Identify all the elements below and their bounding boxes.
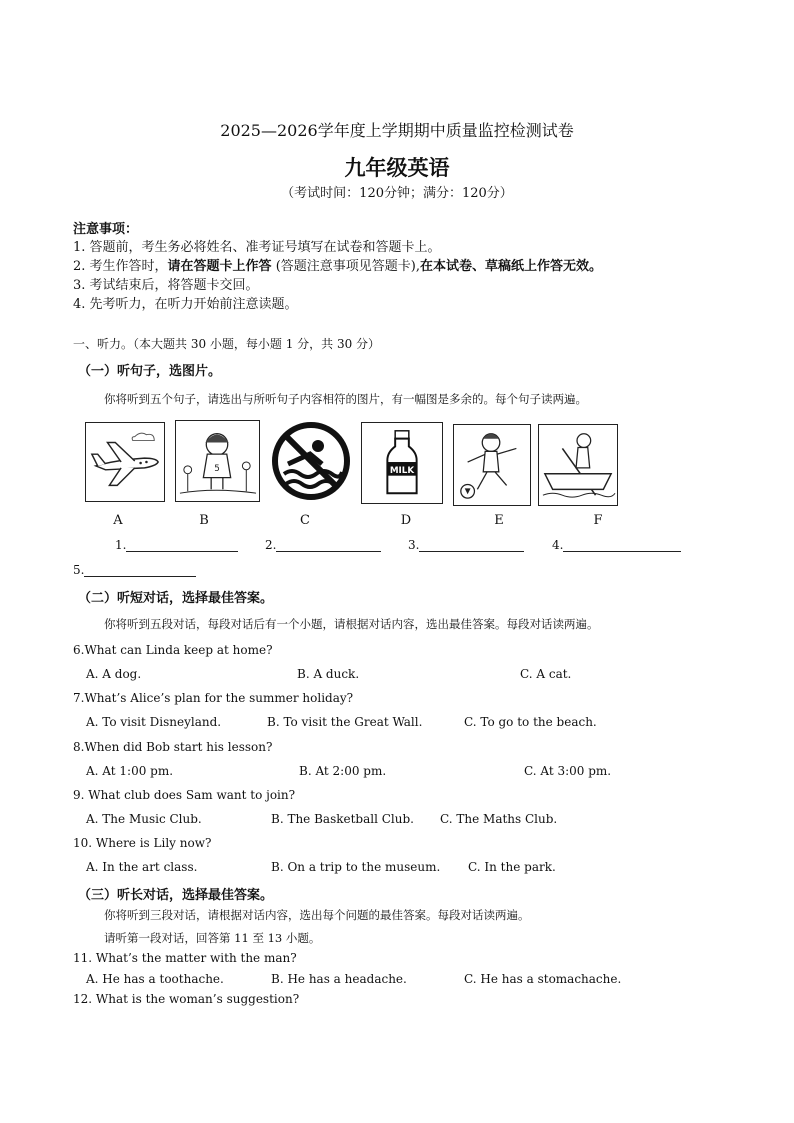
picture-letter-e: E — [494, 513, 504, 528]
q8-option-c[interactable]: C. At 3:00 pm. — [524, 764, 612, 778]
q6-option-c[interactable]: C. A cat. — [520, 667, 572, 681]
picture-letter-f: F — [593, 513, 603, 528]
question-10: 10. Where is Lily now? — [73, 836, 212, 850]
picture-a — [85, 422, 165, 502]
q11-option-b[interactable]: B. He has a headache. — [271, 972, 407, 986]
answer-blank-1[interactable]: 1. — [115, 538, 238, 552]
person-rowing-boat-icon — [539, 425, 617, 505]
picture-letter-b: B — [199, 513, 209, 528]
exam-subject: 九年级英语 — [344, 156, 450, 180]
q9-option-a[interactable]: A. The Music Club. — [86, 812, 202, 826]
notice-item-2-bold1: 请在答题卡上作答 — [167, 259, 272, 274]
picture-f — [538, 424, 618, 506]
question-6: 6.What can Linda keep at home? — [73, 643, 273, 657]
answer-blank-4[interactable]: 4. — [552, 538, 681, 552]
answer-blank-3[interactable]: 3. — [408, 538, 524, 552]
notice-item-2-bold2: 在本试卷、草稿纸上作答无效。 — [419, 259, 602, 274]
question-12: 12. What is the woman’s suggestion? — [73, 992, 300, 1006]
q9-option-c[interactable]: C. The Maths Club. — [440, 812, 558, 826]
girl-with-flowers-icon — [176, 421, 259, 501]
answer-blank-2[interactable]: 2. — [265, 538, 381, 552]
q11-option-a[interactable]: A. He has a toothache. — [86, 972, 224, 986]
q6-option-a[interactable]: A. A dog. — [86, 667, 142, 681]
q11-option-c[interactable]: C. He has a stomachache. — [464, 972, 622, 986]
question-11: 11. What’s the matter with the man? — [73, 951, 297, 965]
q10-option-b[interactable]: B. On a trip to the museum. — [271, 860, 441, 874]
exam-title: 2025—2026学年度上学期期中质量监控检测试卷 — [220, 121, 574, 140]
question-7: 7.What’s Alice’s plan for the summer holiday? — [73, 691, 354, 705]
no-swimming-icon — [270, 420, 352, 502]
question-8: 8.When did Bob start his lesson? — [73, 740, 273, 754]
picture-c — [270, 420, 352, 502]
notice-item-4: 4. 先考听力，在听力开始前注意读题。 — [73, 297, 298, 312]
picture-letter-c: C — [300, 513, 310, 528]
part3-sub-instruction: 请听第一段对话，回答第 11 至 13 小题。 — [104, 931, 321, 945]
q8-option-b[interactable]: B. At 2:00 pm. — [299, 764, 387, 778]
boy-playing-football-icon — [454, 425, 530, 505]
q6-option-b[interactable]: B. A duck. — [297, 667, 360, 681]
q10-option-a[interactable]: A. In the art class. — [86, 860, 198, 874]
part1-heading: （一）听句子，选图片。 — [78, 364, 222, 379]
svg-text:5: 5 — [214, 463, 220, 474]
picture-d — [361, 422, 443, 504]
part2-heading: （二）听短对话，选择最佳答案。 — [78, 591, 274, 606]
q7-option-a[interactable]: A. To visit Disneyland. — [86, 715, 222, 729]
q7-option-b[interactable]: B. To visit the Great Wall. — [267, 715, 423, 729]
picture-e — [453, 424, 531, 506]
part1-instruction: 你将听到五个句子，请选出与所听句子内容相符的图片，有一幅图是多余的。每个句子读两遍。 — [104, 392, 587, 406]
exam-info: （考试时间：120分钟；满分：120分） — [281, 186, 513, 201]
notice-item-1: 1. 答题前，考生务必将姓名、准考证号填写在试卷和答题卡上。 — [73, 240, 441, 255]
airplane-icon — [86, 423, 164, 501]
notice-item-3: 3. 考试结束后，将答题卡交回。 — [73, 278, 259, 293]
picture-letter-d: D — [400, 513, 412, 528]
section1-heading: 一、听力。（本大题共 30 小题，每小题 1 分，共 30 分） — [73, 337, 381, 351]
q8-option-a[interactable]: A. At 1:00 pm. — [86, 764, 174, 778]
part3-heading: （三）听长对话，选择最佳答案。 — [78, 888, 274, 903]
q7-option-c[interactable]: C. To go to the beach. — [464, 715, 597, 729]
milk-label: MILK — [389, 465, 415, 476]
q10-option-c[interactable]: C. In the park. — [468, 860, 556, 874]
notice-item-2-part1: 2. 考生作答时， — [73, 259, 168, 274]
part3-instruction: 你将听到三段对话，请根据对话内容，选出每个问题的最佳答案。每段对话读两遍。 — [104, 908, 530, 922]
answer-blank-5[interactable]: 5. — [73, 563, 196, 577]
q9-option-b[interactable]: B. The Basketball Club. — [271, 812, 414, 826]
question-9: 9. What club does Sam want to join? — [73, 788, 296, 802]
part2-instruction: 你将听到五段对话，每段对话后有一个小题，请根据对话内容，选出最佳答案。每段对话读两遍。 — [104, 617, 599, 631]
notice-item-2-part2: (答题注意事项见答题卡), — [271, 259, 420, 274]
notice-heading: 注意事项： — [73, 222, 139, 237]
milk-bottle-icon — [362, 423, 442, 503]
picture-letter-a: A — [113, 513, 123, 528]
picture-b — [175, 420, 260, 502]
notice-item-2 — [73, 255, 602, 274]
